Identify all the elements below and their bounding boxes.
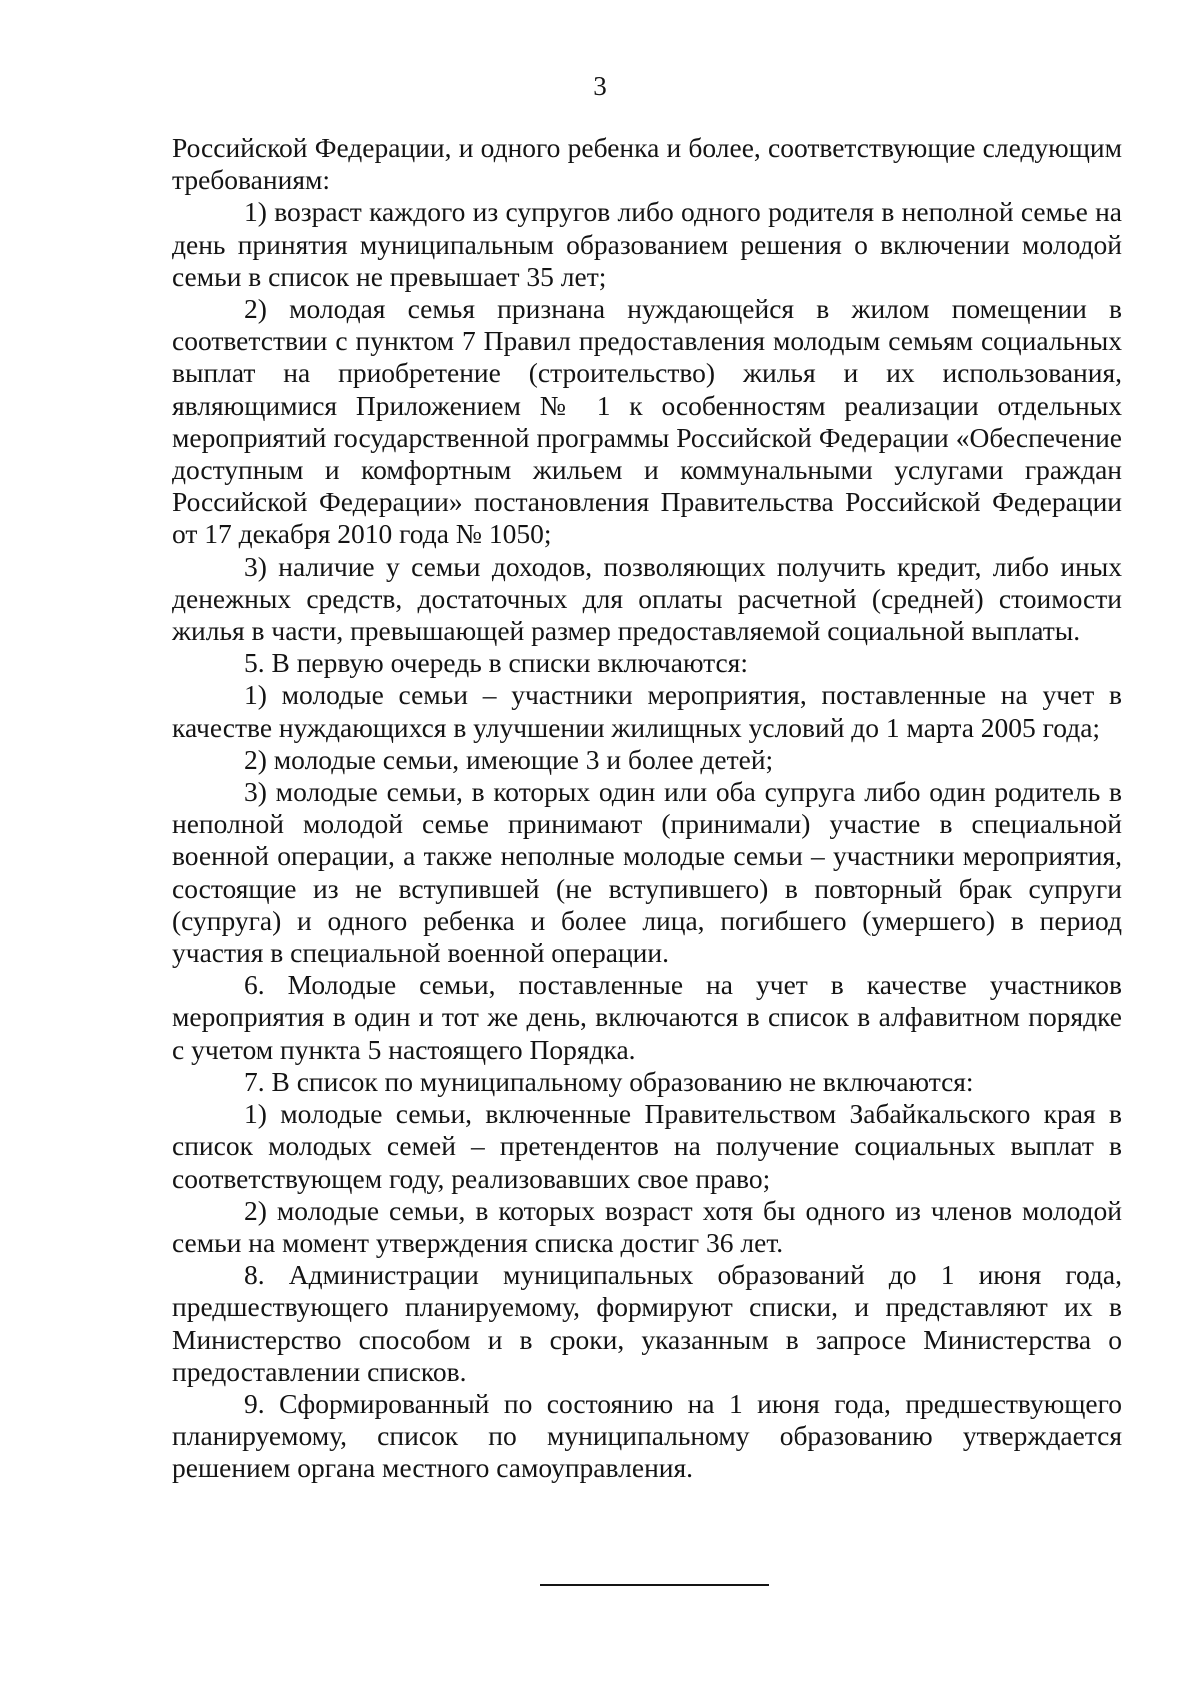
- paragraph-section-5-item-1: 1) молодые семьи – участники мероприятия, поставленные на учет в качестве нуждающихся в улучшении жилищных условий до 1 марта 2005 года;: [172, 679, 1122, 743]
- paragraph-section-6: 6. Молодые семьи, поставленные на учет в качестве участников мероприятия в один и тот же день, включаются в список в алфавитном порядке с учетом пункта 5 настоящего Порядка.: [172, 969, 1122, 1065]
- paragraph-item-1-age: 1) возраст каждого из супругов либо одного родителя в неполной семье на день принятия муниципальным образованием решения о включении молодой семьи в список не превышает 35 лет;: [172, 196, 1122, 292]
- paragraph-continuation: Российской Федерации, и одного ребенка и более, соответствующие следующим требованиям:: [172, 132, 1122, 196]
- paragraph-section-5: 5. В первую очередь в списки включаются:: [244, 647, 748, 679]
- paragraph-item-3-income: 3) наличие у семьи доходов, позволяющих получить кредит, либо иных денежных средств, достаточных для оплаты расчетной (средней) стоимости жилья в части, превышающей размер предоставляемой социальной выплаты.: [172, 550, 1122, 647]
- paragraph-section-7: 7. В список по муниципальному образованию не включаются:: [244, 1065, 974, 1097]
- paragraph-section-7-item-2: 2) молодые семьи, в которых возраст хотя бы одного из членов молодой семьи на момент утверждения списка достиг 36 лет.: [172, 1194, 1122, 1258]
- end-of-document-rule: [540, 1584, 769, 1586]
- paragraph-section-8: 8. Администрации муниципальных образований до 1 июня года, предшествующего планируемому, формируют списки, и представляют их в Министерство способом и в сроки, указанным в запросе Министерства о предоставлении списков.: [172, 1259, 1122, 1387]
- paragraph-section-5-item-2: 2) молодые семьи, имеющие 3 и более детей;: [244, 743, 774, 775]
- paragraph-item-2-housing-need: 2) молодая семья признана нуждающейся в жилом помещении в соответствии с пунктом 7 Правил предоставления молодым семьям социальных выплат на приобретение (строительство) жилья и их использования, являющимися Приложением № 1 к особенностям реализации отдельных мероприятий государственной программы Российской Федерации «Обеспечение доступным и комфортным жильем и коммунальными услугами граждан Российской Федерации» постановления Правительства Российской Федерации от 17 декабря 2010 года № 1050;: [172, 293, 1122, 550]
- document-body: [172, 132, 1122, 1485]
- page-number: 3: [593, 71, 607, 101]
- paragraph-section-5-item-3: 3) молодые семьи, в которых один или оба супруга либо один родитель в неполной молодой семье принимают (принимали) участие в специальной военной операции, а также неполные молодые семьи – участники мероприятия, состоящие из не вступившей (не вступившего) в повторный брак супруги (супруга) и одного ребенка и более лица, погибшего (умершего) в период участия в специальной военной операции.: [172, 776, 1122, 969]
- paragraph-section-7-item-1: 1) молодые семьи, включенные Правительством Забайкальского края в список молодых семей – претендентов на получение социальных выплат в соответствующем году, реализовавших свое право;: [172, 1098, 1122, 1194]
- paragraph-section-9: 9. Сформированный по состоянию на 1 июня года, предшествующего планируемому, список по муниципальному образованию утверждается решением органа местного самоуправления.: [172, 1387, 1122, 1484]
